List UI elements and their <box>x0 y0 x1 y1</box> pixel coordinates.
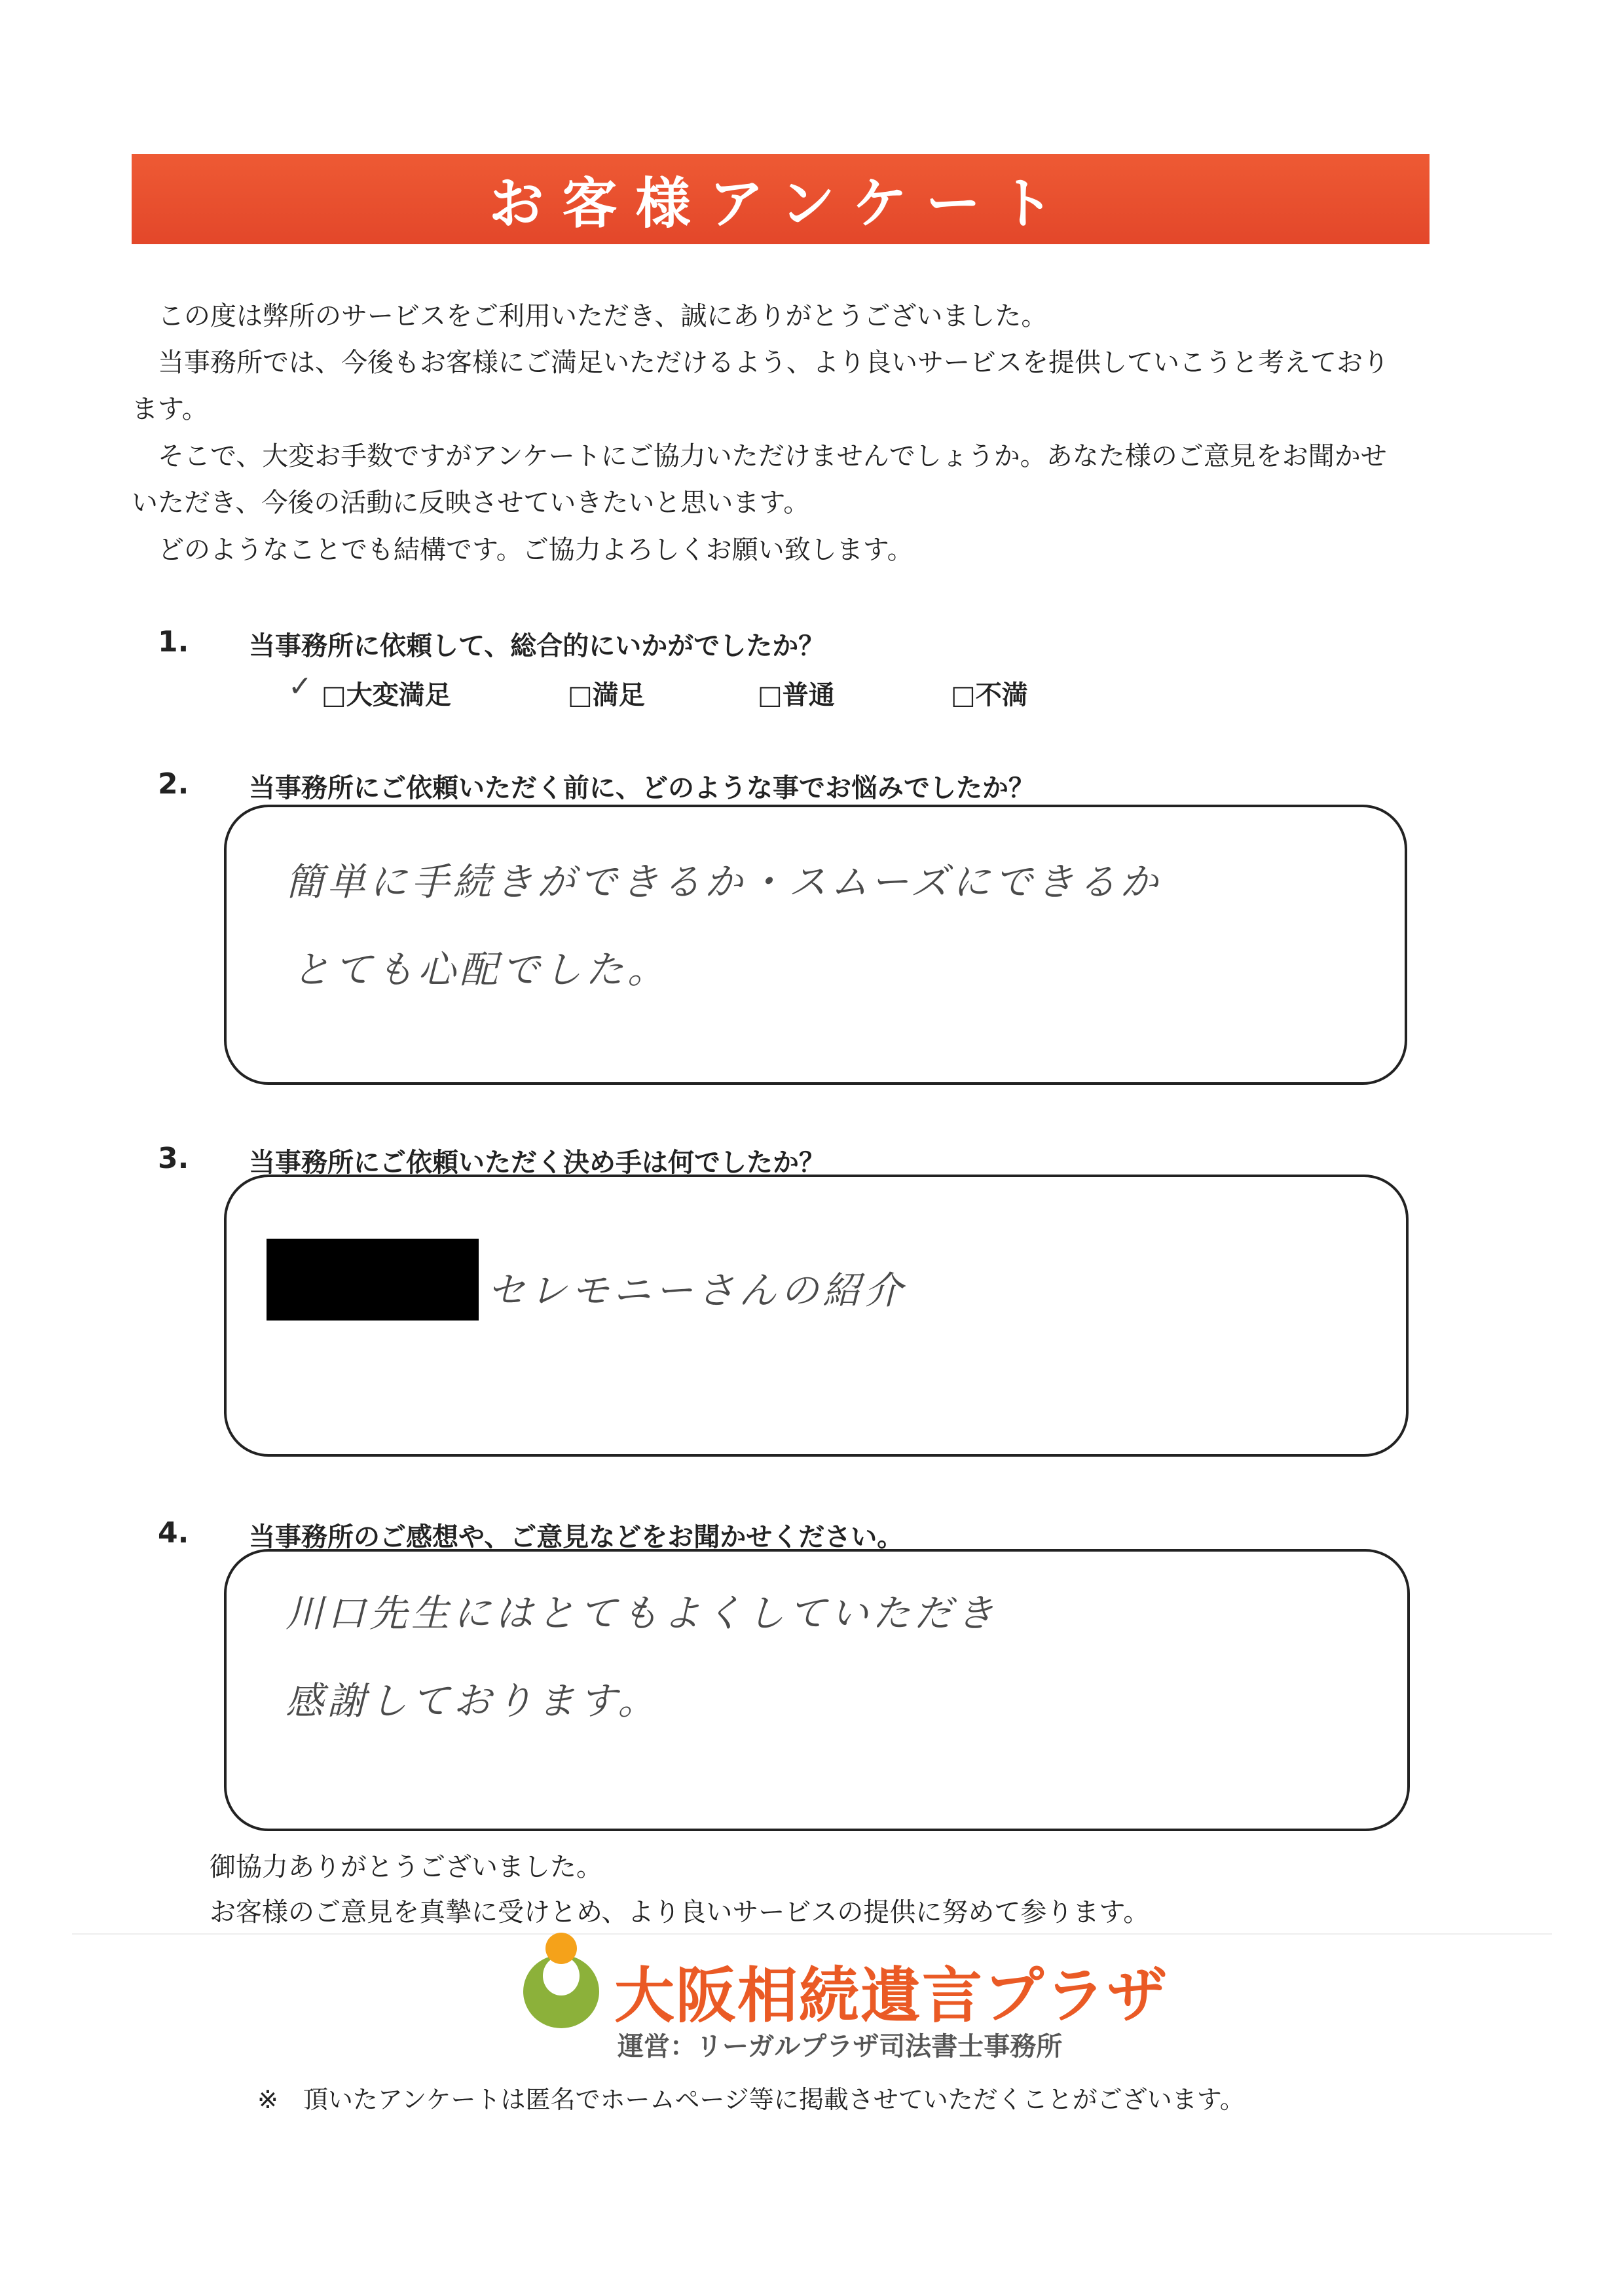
intro-line: この度は弊所のサービスをご利用いただき、誠にありがとうございました。 <box>158 301 1048 331</box>
closing-line: お客様のご意見を真摯に受けとめ、より良いサービスの提供に努めて参ります。 <box>210 1897 1150 1927</box>
question-2-number: 2. <box>158 767 189 801</box>
intro-line: どのようなことでも結構です。ご協力よろしくお願い致します。 <box>158 535 913 565</box>
option-dissatisfied[interactable]: □不満 <box>951 680 1028 710</box>
divider <box>72 1933 1552 1935</box>
handwritten-answer: とても心配でした。 <box>292 947 670 992</box>
question-1-text: 当事務所に依頼して、総合的にいかがでしたか？ <box>249 631 825 661</box>
option-very-satisfied[interactable]: □大変満足 <box>322 680 451 710</box>
redaction-block <box>267 1239 479 1321</box>
question-4-text: 当事務所のご感想や、ご意見などをお聞かせください。 <box>249 1522 904 1552</box>
question-3-number: 3. <box>158 1142 189 1175</box>
question-1-number: 1. <box>158 625 189 659</box>
anonymity-note: ※ 頂いたアンケートは匿名でホームページ等に掲載させていただくことがございます。 <box>257 2085 1245 2114</box>
intro-line: 当事務所では、今後もお客様にご満足いただけるよう、より良いサービスを提供していこうと考えており <box>158 348 1389 378</box>
intro-line: ます。 <box>132 394 208 424</box>
question-2-text: 当事務所にご依頼いただく前に、どのような事でお悩みでしたか？ <box>249 773 1035 803</box>
question-3-text: 当事務所にご依頼いただく決め手は何でしたか？ <box>249 1148 825 1178</box>
intro-line: いただき、今後の活動に反映させていきたいと思います。 <box>132 488 810 518</box>
title-banner <box>132 154 1430 244</box>
handwritten-answer: セレモニーさんの紹介 <box>487 1268 907 1313</box>
logo-name: 大阪相続遺言プラザ <box>614 1961 1169 2031</box>
handwritten-answer: 簡単に手続きができるか・スムーズにできるか <box>286 860 1162 904</box>
handwritten-answer: 川口先生にはとてもよくしていただき <box>286 1591 999 1635</box>
check-mark-icon: ✓ <box>288 670 312 703</box>
question-4-number: 4. <box>158 1516 189 1550</box>
option-satisfied[interactable]: □満足 <box>568 680 645 710</box>
page-title: お客様アンケート <box>489 171 1073 236</box>
closing-line: 御協力ありがとうございました。 <box>210 1852 602 1882</box>
option-normal[interactable]: □普通 <box>758 680 835 710</box>
handwritten-answer: 感謝しております。 <box>286 1679 660 1723</box>
logo-mark-icon <box>521 1931 602 2030</box>
intro-line: そこで、大変お手数ですがアンケートにご協力いただけませんでしょうか。あなた様のご意見をお聞かせ <box>158 441 1387 471</box>
logo-operator: 運営：リーガルプラザ司法書士事務所 <box>618 2032 1063 2062</box>
